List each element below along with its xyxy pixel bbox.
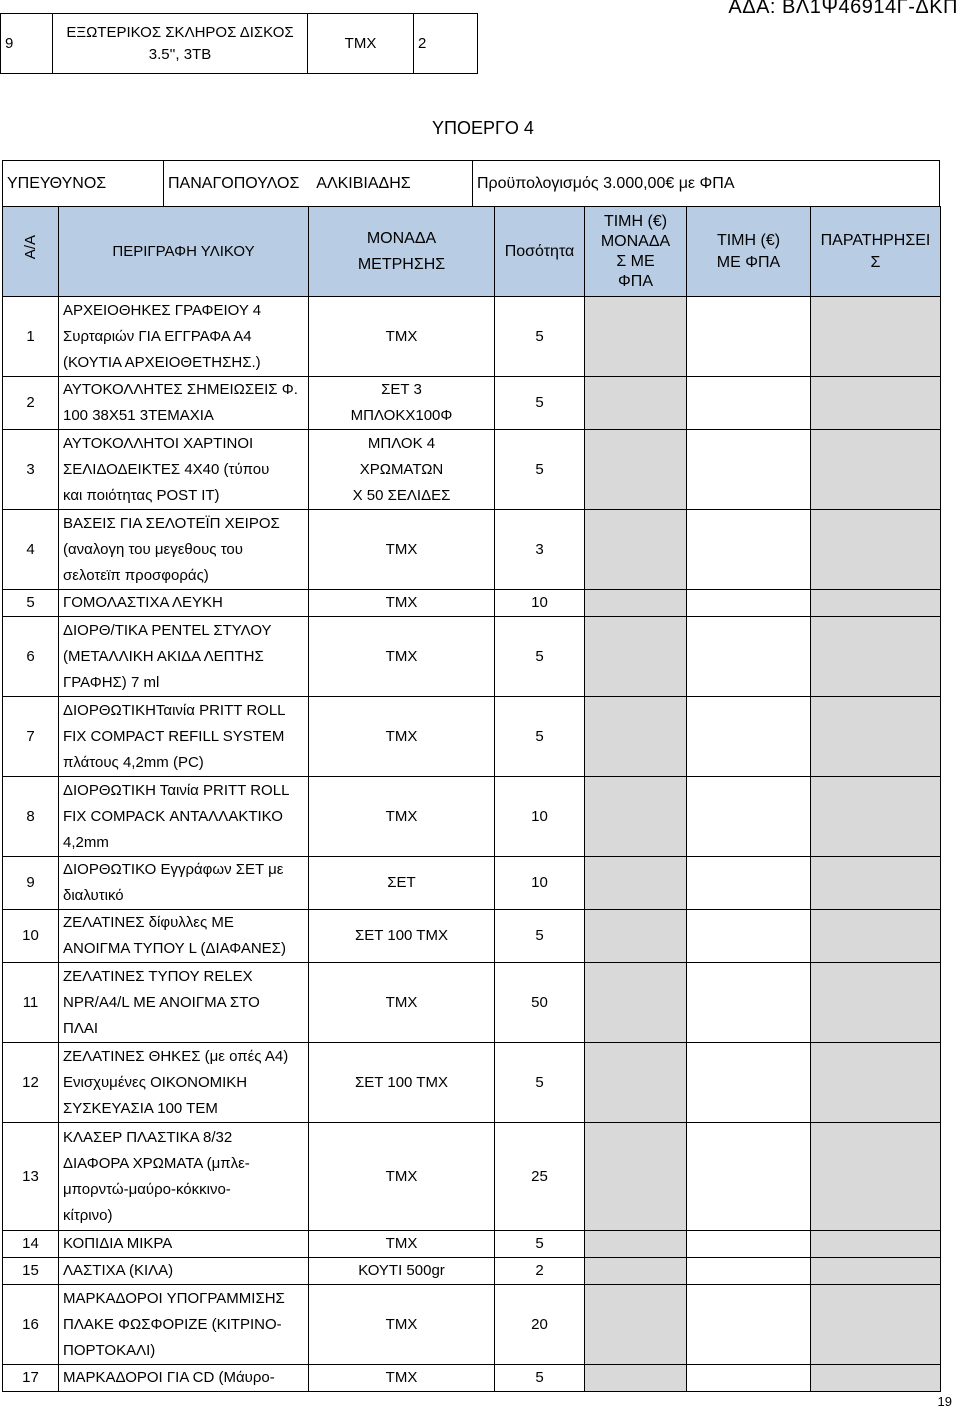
row-quantity: 10 xyxy=(495,857,585,910)
row-unit: ΤΜΧ xyxy=(309,1365,495,1392)
table-row xyxy=(3,297,941,377)
row-description: ΒΑΣΕΙΣ ΓΙΑ ΣΕΛΟΤΕΪΠ ΧΕΙΡΟΣ (αναλογη του μεγεθους του σελοτεϊπ προσφοράς) xyxy=(59,510,309,590)
row-notes xyxy=(811,910,941,963)
row-unit-price xyxy=(585,697,687,777)
row-description: ΕΞΩΤΕΡΙΚΟΣ ΣΚΛΗΡΟΣ ΔΙΣΚΟΣ 3.5'', 3TB xyxy=(53,14,308,74)
row-quantity: 5 xyxy=(495,430,585,510)
row-unit: ΤΜΧ xyxy=(309,510,495,590)
row-notes xyxy=(811,590,941,617)
row-unit: ΣΕΤ 3 ΜΠΛΟΚΧ100Φ xyxy=(309,377,495,430)
row-unit: ΤΜΧ xyxy=(308,14,414,74)
row-unit: ΚΟΥΤΙ 500gr xyxy=(309,1258,495,1285)
row-notes xyxy=(811,1231,941,1258)
row-description: ΔΙΟΡΘ/ΤΙΚΑ PENTEL ΣΤΥΛΟΥ (ΜΕΤΑΛΛΙΚΗ ΑΚΙΔΑ ΛΕΠΤΗΣ ΓΡΑΦΗΣ) 7 ml xyxy=(59,617,309,697)
row-description: ΖΕΛΑΤΙΝΕΣ ΘΗΚΕΣ (με οπές Α4) Ενισχυμένες ΟΙΚΟΝΟΜΙΚΗ ΣΥΣΚΕΥΑΣΙΑ 100 ΤΕΜ xyxy=(59,1043,309,1123)
row-total-price xyxy=(687,963,811,1043)
row-description: ΜΑΡΚΑΔΟΡΟΙ ΓΙΑ CD (Μάυρο- xyxy=(59,1365,309,1392)
row-notes xyxy=(811,1123,941,1231)
row-unit-price xyxy=(585,1231,687,1258)
row-number: 11 xyxy=(3,963,59,1043)
table-row xyxy=(3,1258,941,1285)
row-notes xyxy=(811,697,941,777)
row-unit-price xyxy=(585,1123,687,1231)
row-quantity: 10 xyxy=(495,590,585,617)
table-row xyxy=(3,617,941,697)
row-number: 9 xyxy=(1,14,53,74)
header-unit-price: ΤΙΜΗ (€) ΜΟΝΑΔΑ Σ ΜΕ ΦΠΑ xyxy=(585,207,687,297)
row-unit-price xyxy=(585,297,687,377)
row-total-price xyxy=(687,617,811,697)
row-number: 16 xyxy=(3,1285,59,1365)
row-description: ΓΟΜΟΛΑΣΤΙΧΑ ΛΕΥΚΗ xyxy=(59,590,309,617)
row-number: 3 xyxy=(3,430,59,510)
row-quantity: 5 xyxy=(495,1043,585,1123)
row-description: ΔΙΟΡΘΩΤΙΚΟ Εγγράφων ΣΕΤ με διαλυτικό xyxy=(59,857,309,910)
row-number: 9 xyxy=(3,857,59,910)
table-row xyxy=(3,1231,941,1258)
row-unit: ΤΜΧ xyxy=(309,1123,495,1231)
table-row xyxy=(3,963,941,1043)
row-total-price xyxy=(687,297,811,377)
row-description: ΖΕΛΑΤΙΝΕΣ δίφυλλες ΜΕ ΑΝΟΙΓΜΑ ΤΥΠΟΥ L (ΔΙΑΦΑΝΕΣ) xyxy=(59,910,309,963)
table-row xyxy=(3,1285,941,1365)
row-unit-price xyxy=(585,590,687,617)
table-row xyxy=(3,1043,941,1123)
table-row xyxy=(3,590,941,617)
row-quantity: 5 xyxy=(495,1365,585,1392)
row-unit-price xyxy=(585,1043,687,1123)
row-quantity: 5 xyxy=(495,297,585,377)
table-row xyxy=(3,697,941,777)
row-description: ΑΥΤΟΚΟΛΛΗΤΕΣ ΣΗΜΕΙΩΣΕΙΣ Φ. 100 38Χ51 3ΤΕΜΑΧΙΑ xyxy=(59,377,309,430)
row-notes xyxy=(811,1258,941,1285)
table-row xyxy=(3,510,941,590)
row-total-price xyxy=(687,590,811,617)
row-quantity: 5 xyxy=(495,697,585,777)
ada-watermark: ΑΔΑ: ΒΛ1Ψ46914Γ-ΔΚΠ xyxy=(728,0,958,18)
row-total-price xyxy=(687,1365,811,1392)
row-total-price xyxy=(687,1123,811,1231)
row-unit: ΤΜΧ xyxy=(309,963,495,1043)
row-number: 8 xyxy=(3,777,59,857)
row-number: 5 xyxy=(3,590,59,617)
row-total-price xyxy=(687,910,811,963)
row-description: ΑΡΧΕΙΟΘΗΚΕΣ ΓΡΑΦΕΙΟΥ 4 Συρταριών ΓΙΑ ΕΓΓΡΑΦΑ Α4 (ΚΟΥΤΙΑ ΑΡΧΕΙΟΘΕΤΗΣΗΣ.) xyxy=(59,297,309,377)
row-unit-price xyxy=(585,430,687,510)
row-unit-price xyxy=(585,617,687,697)
row-unit-price xyxy=(585,857,687,910)
row-description: ΛΑΣΤΙΧΑ (ΚΙΛΑ) xyxy=(59,1258,309,1285)
table-row xyxy=(3,430,941,510)
row-notes xyxy=(811,297,941,377)
row-quantity: 5 xyxy=(495,377,585,430)
row-unit: ΤΜΧ xyxy=(309,1231,495,1258)
header-quantity: Ποσότητα xyxy=(495,207,585,297)
responsible-label: ΥΠΕΥΘΥΝΟΣ xyxy=(3,161,164,207)
table-row xyxy=(3,910,941,963)
row-notes xyxy=(811,963,941,1043)
items-table xyxy=(2,206,941,1392)
header-unit: ΜΟΝΑΔΑ ΜΕΤΡΗΣΗΣ xyxy=(309,207,495,297)
row-unit: ΣΕΤ 100 ΤΜΧ xyxy=(309,910,495,963)
row-unit: ΣΕΤ 100 ΤΜΧ xyxy=(309,1043,495,1123)
header-total-price: ΤΙΜΗ (€) ΜΕ ΦΠΑ xyxy=(687,207,811,297)
row-unit-price xyxy=(585,1365,687,1392)
row-number: 4 xyxy=(3,510,59,590)
subproject-title: ΥΠΟΕΡΓΟ 4 xyxy=(432,118,534,138)
row-number: 15 xyxy=(3,1258,59,1285)
row-total-price xyxy=(687,377,811,430)
row-total-price xyxy=(687,510,811,590)
items-body xyxy=(3,297,941,1392)
row-number: 17 xyxy=(3,1365,59,1392)
row-unit: ΣΕΤ xyxy=(309,857,495,910)
row-notes xyxy=(811,857,941,910)
row-description: ΚΟΠΙΔΙΑ ΜΙΚΡΑ xyxy=(59,1231,309,1258)
row-unit-price xyxy=(585,1258,687,1285)
row-quantity: 5 xyxy=(495,617,585,697)
row-number: 14 xyxy=(3,1231,59,1258)
row-unit: ΤΜΧ xyxy=(309,697,495,777)
row-quantity: 20 xyxy=(495,1285,585,1365)
row-number: 1 xyxy=(3,297,59,377)
row-description: ΜΑΡΚΑΔΟΡΟΙ ΥΠΟΓΡΑΜΜΙΣΗΣ ΠΛΑΚΕ ΦΩΣΦΟΡΙΖΕ (ΚΙΤΡΙΝΟ- ΠΟΡΤΟΚΑΛΙ) xyxy=(59,1285,309,1365)
header-description: ΠΕΡΙΓΡΑΦΗ ΥΛΙΚΟΥ xyxy=(59,207,309,297)
row-total-price xyxy=(687,1258,811,1285)
row-quantity: 2 xyxy=(495,1258,585,1285)
row-unit-price xyxy=(585,1285,687,1365)
row-unit-price xyxy=(585,777,687,857)
row-total-price xyxy=(687,1285,811,1365)
table-row xyxy=(3,1123,941,1231)
row-unit: ΤΜΧ xyxy=(309,1285,495,1365)
row-notes xyxy=(811,777,941,857)
row-unit-price xyxy=(585,910,687,963)
row-unit-price xyxy=(585,510,687,590)
row-number: 12 xyxy=(3,1043,59,1123)
responsible-name: ΠΑΝΑΓΟΠΟΥΛΟΣ ΑΛΚΙΒΙΑΔΗΣ xyxy=(164,161,473,207)
row-total-price xyxy=(687,1231,811,1258)
budget-text: Προϋπολογισμός 3.000,00€ με ΦΠΑ xyxy=(473,161,940,207)
row-notes xyxy=(811,1365,941,1392)
row-unit: ΤΜΧ xyxy=(309,777,495,857)
row-number: 10 xyxy=(3,910,59,963)
table-row xyxy=(3,777,941,857)
row-quantity: 5 xyxy=(495,910,585,963)
row-unit-price xyxy=(585,377,687,430)
row-notes xyxy=(811,430,941,510)
row-total-price xyxy=(687,430,811,510)
row-quantity: 2 xyxy=(414,14,478,74)
row-number: 6 xyxy=(3,617,59,697)
row-total-price xyxy=(687,697,811,777)
header-aa: Α/Α xyxy=(3,207,59,297)
table-row xyxy=(3,857,941,910)
row-unit: ΜΠΛΟΚ 4 ΧΡΩΜΑΤΩΝ Χ 50 ΣΕΛΙΔΕΣ xyxy=(309,430,495,510)
row-quantity: 50 xyxy=(495,963,585,1043)
row-quantity: 25 xyxy=(495,1123,585,1231)
top-row-table xyxy=(0,13,940,74)
row-unit-price xyxy=(585,963,687,1043)
row-notes xyxy=(811,617,941,697)
row-number: 7 xyxy=(3,697,59,777)
row-notes xyxy=(811,1043,941,1123)
row-total-price xyxy=(687,857,811,910)
row-unit: ΤΜΧ xyxy=(309,617,495,697)
row-description: ΔΙΟΡΘΩΤΙΚΗ Ταινία PRITT ROLL FIX COMPACK ΑΝΤΑΛΛΑΚΤΙΚΟ 4,2mm xyxy=(59,777,309,857)
row-description: ΚΛΑΣΕΡ ΠΛΑΣΤΙΚΑ 8/32 ΔΙΑΦΟΡΑ ΧΡΩΜΑΤΑ (μπλε- μπορντώ-μαύρο-κόκκινο- κίτρινο) xyxy=(59,1123,309,1231)
row-description: ΔΙΟΡΘΩΤΙΚΗΤαινία PRITT ROLL FIX COMPACT REFILL SYSTEM πλάτους 4,2mm (PC) xyxy=(59,697,309,777)
row-unit: ΤΜΧ xyxy=(309,590,495,617)
table-header-row xyxy=(3,207,941,297)
row-number: 2 xyxy=(3,377,59,430)
table-row xyxy=(1,14,941,74)
header-notes: ΠΑΡΑΤΗΡΗΣΕΙ Σ xyxy=(811,207,941,297)
row-total-price xyxy=(687,777,811,857)
row-description: ΑΥΤΟΚΟΛΛΗΤΟΙ ΧΑΡΤΙΝΟΙ ΣΕΛΙΔΟΔΕΙΚΤΕΣ 4Χ40 (τύπου και ποιότητας POST IT) xyxy=(59,430,309,510)
table-row xyxy=(3,377,941,430)
row-description: ΖΕΛΑΤΙΝΕΣ ΤΥΠΟΥ RELEX NPR/Α4/L ΜΕ ΑΝΟΙΓΜΑ ΣΤΟ ΠΛΑΙ xyxy=(59,963,309,1043)
row-number: 13 xyxy=(3,1123,59,1231)
row-unit: ΤΜΧ xyxy=(309,297,495,377)
row-notes xyxy=(811,1285,941,1365)
row-total-price xyxy=(687,1043,811,1123)
row-quantity: 10 xyxy=(495,777,585,857)
responsible-table xyxy=(2,160,940,207)
row-quantity: 5 xyxy=(495,1231,585,1258)
row-quantity: 3 xyxy=(495,510,585,590)
table-row xyxy=(3,1365,941,1392)
row-notes xyxy=(811,510,941,590)
page-number: 19 xyxy=(937,1394,952,1409)
row-notes xyxy=(811,377,941,430)
